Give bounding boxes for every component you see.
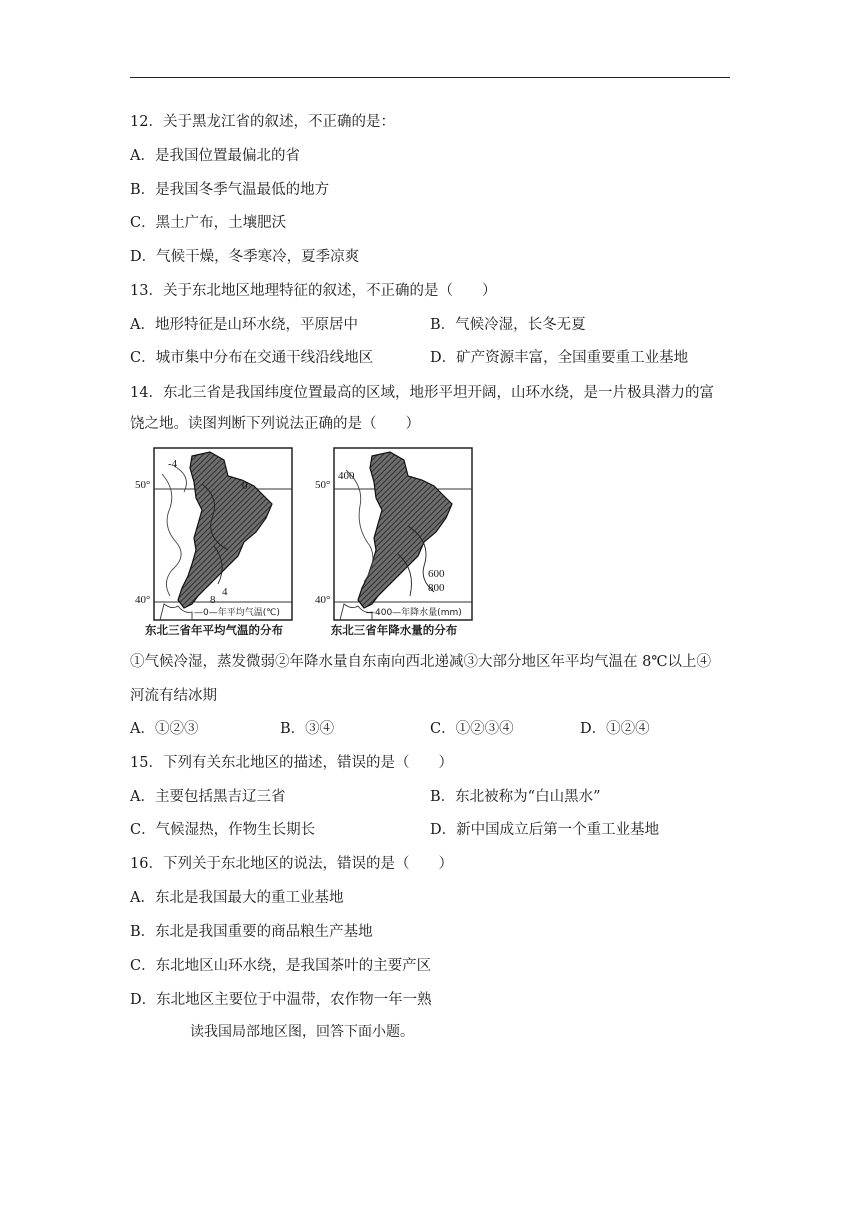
precipitation-iso-600: 600 xyxy=(428,568,445,580)
q13-option-a[interactable]: A．地形特征是山环水绕，平原居中 xyxy=(130,317,358,333)
q13-option-b[interactable]: B．气候冷湿，长冬无夏 xyxy=(430,317,586,333)
q12-option-a[interactable]: A．是我国位置最偏北的省 xyxy=(130,148,300,164)
temperature-iso-minus4: -4 xyxy=(168,458,178,470)
q16-option-c[interactable]: C．东北地区山环水绕，是我国茶叶的主要产区 xyxy=(130,958,432,974)
precipitation-lat-top: 50° xyxy=(315,479,331,491)
precipitation-lat-bottom: 40° xyxy=(315,594,331,606)
temperature-map xyxy=(132,446,296,642)
temperature-iso-0: 0 xyxy=(242,480,248,492)
q15-stem: 15．下列有关东北地区的描述，错误的是（ ） xyxy=(130,755,453,771)
q13-stem: 13．关于东北地区地理特征的叙述，不正确的是（ ） xyxy=(130,283,497,299)
q16-option-a[interactable]: A．东北是我国最大的重工业基地 xyxy=(130,890,344,906)
q16-option-d[interactable]: D．东北地区主要位于中温带，农作物一年一熟 xyxy=(130,992,432,1008)
temperature-lat-bottom: 40° xyxy=(135,594,151,606)
q14-stem-line1: 14．东北三省是我国纬度位置最高的区域，地形平坦开阔，山环水绕，是一片极具潜力的富 xyxy=(130,385,714,401)
q14-statements-line1: ①气候冷湿，蒸发微弱②年降水量自东南向西北递减③大部分地区年平均气温在 8℃以上④ xyxy=(130,654,712,670)
precipitation-map xyxy=(312,446,476,642)
q12-stem: 12．关于黑龙江省的叙述，不正确的是： xyxy=(130,114,395,130)
temperature-legend: —0—年平均气温(℃) xyxy=(194,608,280,618)
q15-option-a[interactable]: A．主要包括黑吉辽三省 xyxy=(130,789,286,805)
precipitation-iso-400: 400 xyxy=(338,470,355,482)
q14-option-c[interactable]: C．①②③④ xyxy=(430,721,514,737)
precipitation-legend: —400—年降水量(mm) xyxy=(366,608,462,618)
precipitation-map-figure xyxy=(312,446,476,622)
q14-statements-line2: 河流有结冰期 xyxy=(130,688,217,704)
q15-option-b[interactable]: B．东北被称为“白山黑水” xyxy=(430,789,601,805)
temperature-map-caption: 东北三省年平均气温的分布 xyxy=(145,623,283,637)
precipitation-map-caption: 东北三省年降水量的分布 xyxy=(330,623,458,637)
header-rule xyxy=(130,77,730,78)
q16-stem: 16．下列关于东北地区的说法，错误的是（ ） xyxy=(130,856,453,872)
q12-option-b[interactable]: B．是我国冬季气温最低的地方 xyxy=(130,182,330,198)
q14-stem-line2: 饶之地。读图判断下列说法正确的是（ ） xyxy=(130,416,420,432)
temperature-iso-4: 4 xyxy=(222,586,228,598)
q14-option-b[interactable]: B．③④ xyxy=(280,721,335,737)
q15-option-d[interactable]: D．新中国成立后第一个重工业基地 xyxy=(430,822,660,838)
q15-option-c[interactable]: C．气候湿热，作物生长期长 xyxy=(130,822,316,838)
map-instruction: 读我国局部地区图，回答下面小题。 xyxy=(190,1024,414,1040)
q14-maps xyxy=(132,446,476,642)
q14-option-a[interactable]: A．①②③ xyxy=(130,721,199,737)
q16-option-b[interactable]: B．东北是我国重要的商品粮生产基地 xyxy=(130,924,373,940)
q12-option-c[interactable]: C．黑土广布，土壤肥沃 xyxy=(130,215,287,231)
precipitation-iso-800: 800 xyxy=(428,582,445,594)
q13-option-c[interactable]: C．城市集中分布在交通干线沿线地区 xyxy=(130,350,374,366)
temperature-lat-top: 50° xyxy=(135,479,151,491)
q14-option-d[interactable]: D．①②④ xyxy=(580,721,650,737)
temperature-iso-8: 8 xyxy=(210,594,216,606)
q12-option-d[interactable]: D．气候干燥，冬季寒冷，夏季凉爽 xyxy=(130,249,360,265)
q13-option-d[interactable]: D．矿产资源丰富，全国重要重工业基地 xyxy=(430,350,689,366)
